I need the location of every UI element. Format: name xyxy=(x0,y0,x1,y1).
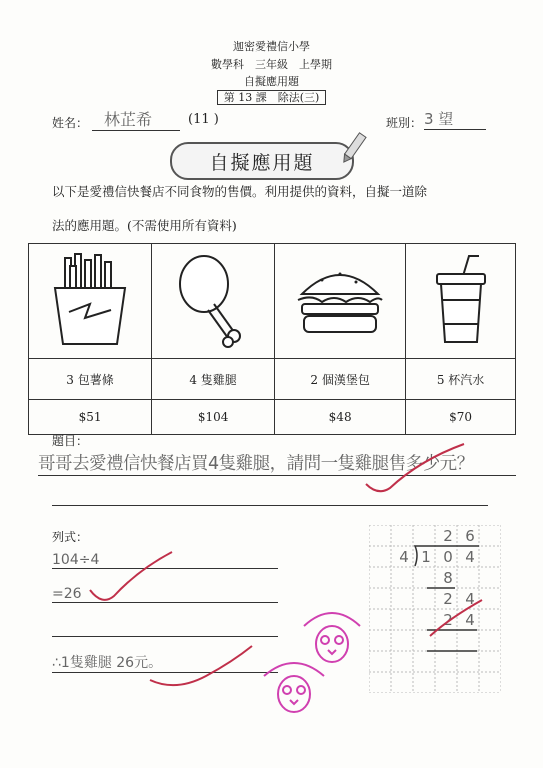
soda-cell xyxy=(406,244,516,359)
working-line-3 xyxy=(52,620,278,637)
owl-stamp-icon-2 xyxy=(258,652,330,718)
working-conclusion: ∴1隻雞腿 26元。 xyxy=(52,652,278,673)
fries-icon xyxy=(45,252,135,348)
lesson-label: 第 13 課 除法(三) xyxy=(217,90,327,105)
lesson-line xyxy=(0,89,543,105)
banner-title: 自擬應用題 xyxy=(170,142,354,180)
class-number: (11 ) xyxy=(188,112,219,127)
step3-digit-1: 2 xyxy=(443,611,453,629)
working-label: 列式： xyxy=(52,530,89,544)
instructions-line2: 法的應用題。(不需使用所有資料) xyxy=(52,218,237,233)
step2-digit-2: 4 xyxy=(465,590,475,608)
subject-line: 數學科 三年級 上學期 xyxy=(211,58,332,71)
worksheet-title: 自擬應用題 xyxy=(244,75,299,88)
instructions-line1: 以下是愛禮信快餐店不同食物的售價。利用提供的資料，自擬一道除 xyxy=(52,184,428,199)
check-mark-question xyxy=(360,440,470,500)
menu-item-drumstick: 4 隻雞腿 xyxy=(152,359,275,400)
drumstick-icon xyxy=(168,252,258,348)
working-line-2: =26 xyxy=(52,586,278,603)
class-label: 班別： xyxy=(386,116,423,130)
quotient-digit-ones: 6 xyxy=(465,527,475,545)
burger-icon xyxy=(292,260,388,340)
fries-cell xyxy=(29,244,152,359)
price-fries: $51 xyxy=(29,400,152,435)
menu-item-soda: 5 杯汽水 xyxy=(406,359,516,400)
class-field: 3 望 xyxy=(424,108,486,130)
step2-digit-1: 2 xyxy=(443,590,453,608)
menu-item-fries: 3 包薯條 xyxy=(29,359,152,400)
name-label: 姓名： xyxy=(52,116,89,130)
step1-digit: 8 xyxy=(443,569,453,587)
name-field: 林芷希 xyxy=(92,107,180,131)
working-line-1: 104÷4 xyxy=(52,552,278,569)
price-drumstick: $104 xyxy=(152,400,275,435)
price-soda: $70 xyxy=(406,400,516,435)
question-label: 題目： xyxy=(52,434,89,448)
check-mark-working xyxy=(86,548,176,608)
step3-digit-2: 4 xyxy=(465,611,475,629)
question-answer: 哥哥去愛禮信快餐店買4隻雞腿，請問一隻雞腿售多少元？ xyxy=(38,450,516,476)
quotient-digit-tens: 2 xyxy=(443,527,453,545)
burger-cell xyxy=(275,244,406,359)
check-mark-division xyxy=(426,596,486,642)
dividend-digit-2: 0 xyxy=(443,548,453,566)
dividend-digit-3: 4 xyxy=(465,548,475,566)
check-mark-answer xyxy=(146,640,256,690)
divisor-digit: 4 xyxy=(399,548,409,566)
school-name: 迦密愛禮信小學 xyxy=(233,40,310,53)
price-burger: $48 xyxy=(275,400,406,435)
menu-item-burger: 2 個漢堡包 xyxy=(275,359,406,400)
pencil-icon xyxy=(336,132,370,166)
menu-table xyxy=(28,243,516,435)
question-blank-line xyxy=(52,505,488,506)
drumstick-cell xyxy=(152,244,275,359)
soda-icon xyxy=(421,252,501,348)
dividend-digit-1: 1 xyxy=(421,548,431,566)
